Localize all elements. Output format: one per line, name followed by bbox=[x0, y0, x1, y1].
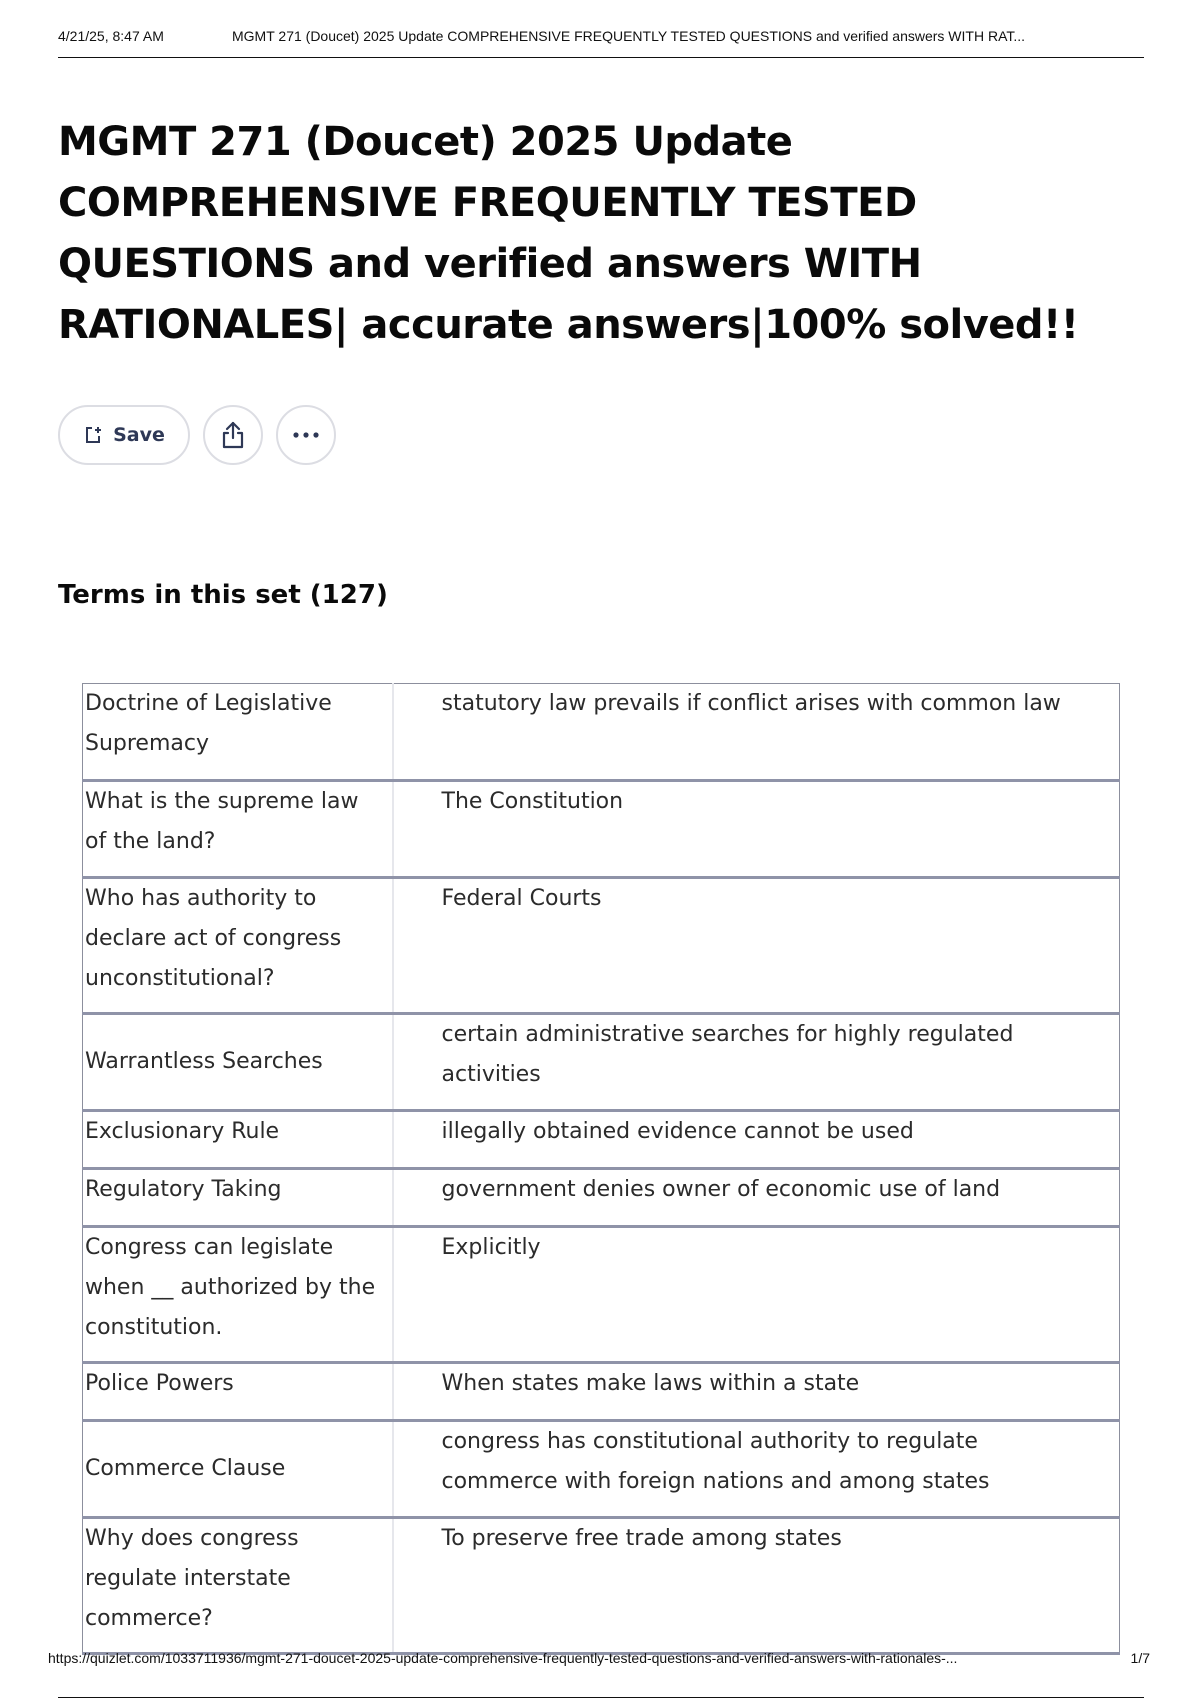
term-cell: Regulatory Taking bbox=[83, 1169, 393, 1227]
definition-cell: Explicitly bbox=[441, 1235, 541, 1260]
term-row bbox=[83, 684, 1120, 781]
term-cell: Exclusionary Rule bbox=[83, 1111, 393, 1169]
footer-divider bbox=[58, 1697, 1144, 1698]
print-footer bbox=[48, 1650, 1150, 1666]
save-icon bbox=[83, 425, 103, 445]
more-options-button[interactable] bbox=[276, 405, 336, 465]
term-cell: Who has authority to declare act of congress unconstitutional? bbox=[83, 878, 393, 1014]
definition-cell: government denies owner of economic use of land bbox=[441, 1177, 1001, 1202]
header-divider bbox=[58, 57, 1144, 58]
page-title: MGMT 271 (Doucet) 2025 Update COMPREHENSIVE FREQUENTLY TESTED QUESTIONS and verified answers WITH RATIONALES| accurate answers|100% solved!! bbox=[58, 119, 1079, 348]
term-cell: Why does congress regulate interstate commerce? bbox=[83, 1518, 393, 1654]
more-horizontal-icon bbox=[291, 431, 321, 439]
term-row bbox=[83, 1169, 1120, 1227]
term-row bbox=[83, 1363, 1120, 1421]
term-row bbox=[83, 1227, 1120, 1363]
term-cell: Congress can legislate when __ authorized by the constitution. bbox=[83, 1227, 393, 1363]
term-cell: What is the supreme law of the land? bbox=[83, 781, 393, 878]
terms-heading: Terms in this set (127) bbox=[58, 580, 388, 610]
term-cell: Doctrine of Legislative Supremacy bbox=[83, 684, 393, 781]
terms-table bbox=[82, 683, 1120, 1655]
definition-cell: When states make laws within a state bbox=[441, 1371, 860, 1396]
definition-cell: The Constitution bbox=[441, 789, 624, 814]
definition-cell: illegally obtained evidence cannot be used bbox=[441, 1119, 914, 1144]
term-row bbox=[83, 1518, 1120, 1654]
term-row bbox=[83, 1111, 1120, 1169]
definition-cell: congress has constitutional authority to regulate commerce with foreign nations and among states bbox=[441, 1429, 990, 1494]
print-document-title: MGMT 271 (Doucet) 2025 Update COMPREHENSIVE FREQUENTLY TESTED QUESTIONS and verified answers WITH RAT... bbox=[232, 28, 1026, 44]
term-row bbox=[83, 1421, 1120, 1518]
definition-cell: statutory law prevails if conflict arises with common law bbox=[441, 691, 1061, 716]
definition-cell: To preserve free trade among states bbox=[441, 1526, 842, 1551]
term-cell: Commerce Clause bbox=[83, 1421, 393, 1518]
term-cell: Police Powers bbox=[83, 1363, 393, 1421]
page-url-link[interactable]: https://quizlet.com/1033711936/mgmt-271-doucet-2025-update-comprehensive-frequently-tested-questions-and-verified-answers-with-rationales-... bbox=[48, 1650, 958, 1666]
print-header bbox=[58, 28, 1144, 44]
term-cell: Warrantless Searches bbox=[83, 1014, 393, 1111]
page-number: 1/7 bbox=[1130, 1650, 1150, 1666]
definition-cell: Federal Courts bbox=[441, 886, 602, 911]
action-bar bbox=[58, 405, 336, 465]
save-button-label: Save bbox=[113, 424, 165, 446]
term-row bbox=[83, 781, 1120, 878]
share-button[interactable] bbox=[203, 405, 263, 465]
print-date: 4/21/25, 8:47 AM bbox=[58, 28, 164, 44]
term-row bbox=[83, 878, 1120, 1014]
definition-cell: certain administrative searches for highly regulated activities bbox=[441, 1022, 1014, 1087]
share-icon bbox=[219, 420, 247, 450]
term-row bbox=[83, 1014, 1120, 1111]
save-button[interactable] bbox=[58, 405, 190, 465]
